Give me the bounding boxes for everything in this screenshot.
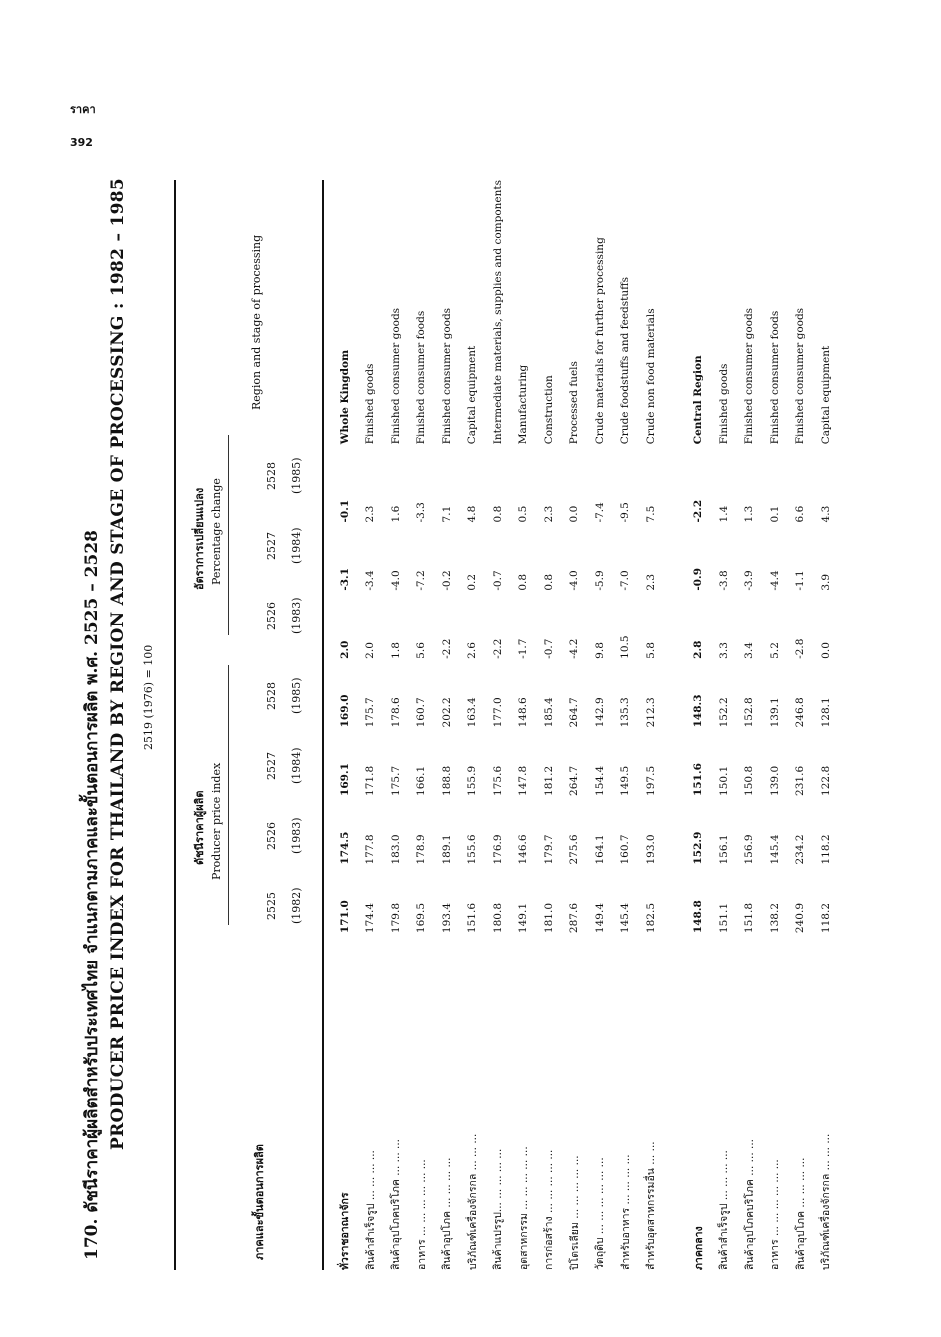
row-label-english: Finished consumer goods [440, 307, 453, 445]
pct-change-cell: 7.5 [644, 505, 657, 523]
row-label-english: Manufacturing [517, 364, 530, 445]
pct-change-cell: -7.4 [593, 502, 606, 523]
ppi-value-cell: 189.1 [440, 834, 453, 865]
pct-year-1985: 2528 [265, 462, 278, 490]
table-row [511, 180, 537, 1270]
ppi-table [332, 180, 839, 1270]
row-label-thai: สินค้าอุปโภคบริโภค ... ... ... [390, 1138, 403, 1270]
row-label-thai: สำหรับอุตสาหกรรมอื่น ... ... [645, 1141, 658, 1270]
row-label-english: Intermediate materials, supplies and components [491, 180, 504, 445]
pct-change-cell: 2.8 [692, 640, 705, 659]
ppi-value-cell: 164.1 [593, 834, 606, 865]
pct-change-cell: -0.2 [440, 570, 453, 591]
pct-change-cell: 7.1 [440, 505, 453, 523]
table-row [460, 180, 486, 1270]
table-row [562, 180, 588, 1270]
row-label-english: Capital equipment [466, 345, 479, 445]
pct-change-cell: -2.2 [440, 638, 453, 659]
ppi-value-cell: 152.9 [692, 831, 705, 865]
ppi-value-cell: 156.9 [743, 834, 756, 865]
ppi-value-cell: 151.6 [692, 763, 705, 796]
pct-change-cell: -4.4 [768, 570, 781, 591]
table-row [434, 180, 460, 1270]
table-title-english: PRODUCER PRICE INDEX FOR THAILAND BY REGION AND STAGE OF PROCESSING : 1982 – 1985 [108, 178, 128, 1150]
ppi-value-cell: 231.6 [794, 765, 807, 796]
ppi-value-cell: 150.8 [743, 765, 756, 796]
ppi-year-1982-en: (1982) [290, 887, 303, 924]
row-label-thai: ปิโตรเลียม ... ... ... ... ... [568, 1155, 581, 1270]
row-label-thai: สำหรับอาหาร ... ... ... ... [619, 1154, 632, 1270]
ppi-value-cell: 183.0 [389, 834, 402, 865]
ppi-value-cell: 169.0 [338, 694, 351, 728]
pct-change-cell: -1.1 [794, 570, 807, 591]
ppi-value-cell: 175.7 [364, 697, 377, 728]
ppi-value-cell: 147.8 [517, 765, 530, 796]
row-label-thai: สินค้าสำเร็จรูป ... ... ... ... [718, 1150, 731, 1270]
table-row [762, 180, 788, 1270]
pct-year-1983-en: (1983) [290, 597, 303, 634]
ppi-value-cell: 151.8 [743, 903, 756, 934]
ppi-value-cell: 150.1 [717, 765, 730, 796]
ppi-value-cell: 240.9 [794, 903, 807, 934]
ppi-value-cell: 212.3 [644, 697, 657, 728]
ppi-value-cell: 193.4 [440, 903, 453, 934]
pct-change-cell: 1.6 [389, 505, 402, 523]
ppi-value-cell: 156.1 [717, 834, 730, 865]
table-row [485, 180, 511, 1270]
ppi-value-cell: 193.0 [644, 834, 657, 865]
pct-change-cell: 2.3 [644, 573, 657, 591]
ppi-value-cell: 178.9 [415, 834, 428, 865]
ppi-value-cell: 175.7 [389, 765, 402, 796]
pct-change-cell: -0.1 [338, 499, 351, 523]
table-row [638, 180, 664, 1270]
ppi-value-cell: 151.6 [466, 903, 479, 934]
pct-change-cell: 3.3 [717, 642, 730, 659]
pct-change-cell: -4.0 [568, 570, 581, 591]
row-label-thai: ภาคกลาง [692, 1226, 705, 1270]
pct-change-cell: -4.0 [389, 570, 402, 591]
table-row [587, 180, 613, 1270]
pct-change-cell: 3.4 [743, 642, 756, 659]
row-label-thai: สินค้าอุปโภค ... ... ... ... [794, 1157, 807, 1270]
ppi-value-cell: 179.8 [389, 903, 402, 934]
ppi-value-cell: 275.6 [568, 834, 581, 865]
row-label-english: Finished consumer goods [743, 307, 756, 445]
pct-change-cell: 5.6 [415, 642, 428, 659]
ppi-value-cell: 128.1 [819, 697, 832, 728]
spacer-row [664, 180, 686, 1270]
ppi-value-cell: 154.4 [593, 765, 606, 796]
ppi-year-1985: 2528 [265, 682, 278, 710]
ppi-value-cell: 287.6 [568, 903, 581, 934]
pct-header-rule [228, 435, 229, 635]
row-label-thai: สินค้าแปรรูป... ... ... ... ... [492, 1148, 505, 1270]
pct-header-thai: อัตราการเปลี่ยนแปลง [193, 487, 206, 590]
table-body [332, 180, 839, 1270]
table-row [737, 180, 763, 1270]
row-label-english: Crude materials for further processing [593, 237, 606, 445]
pct-change-cell: 0.0 [568, 505, 581, 523]
row-label-english: Finished goods [717, 363, 730, 445]
row-label-thai: อาหาร ... ... ... ... ... ... [415, 1159, 428, 1270]
ppi-value-cell: 122.8 [819, 765, 832, 796]
ppi-value-cell: 160.7 [415, 697, 428, 728]
ppi-header-english: Producer price index [210, 762, 223, 880]
ppi-value-cell: 202.2 [440, 697, 453, 728]
pct-change-cell: 0.8 [517, 573, 530, 591]
table-row [711, 180, 737, 1270]
ppi-value-cell: 142.9 [593, 697, 606, 728]
table-row [613, 180, 639, 1270]
pct-year-1984: 2527 [265, 532, 278, 560]
ppi-value-cell: 179.7 [542, 834, 555, 865]
pct-change-cell: -0.9 [692, 567, 705, 591]
pct-change-cell: 5.2 [768, 642, 781, 659]
ppi-value-cell: 149.4 [593, 903, 606, 934]
ppi-value-cell: 169.1 [338, 763, 351, 796]
ppi-value-cell: 139.1 [768, 697, 781, 728]
pct-change-cell: 10.5 [619, 635, 632, 659]
ppi-value-cell: 234.2 [794, 834, 807, 865]
pct-change-cell: -4.2 [568, 638, 581, 659]
pct-change-cell: 0.8 [542, 573, 555, 591]
ppi-value-cell: 151.1 [717, 903, 730, 934]
row-label-thai: สินค้าอุปโภคบริโภค ... ... ... [743, 1138, 756, 1270]
ppi-year-1985-en: (1985) [290, 677, 303, 714]
pct-change-cell: -9.5 [619, 502, 632, 523]
pct-change-cell: 9.8 [593, 642, 606, 659]
ppi-value-cell: 148.8 [692, 900, 705, 934]
ppi-year-1982: 2525 [265, 892, 278, 920]
pct-change-cell: 1.4 [717, 505, 730, 523]
table-row [536, 180, 562, 1270]
pct-change-cell: 2.0 [338, 640, 351, 659]
ppi-value-cell: 176.9 [491, 834, 504, 865]
ppi-value-cell: 139.0 [768, 765, 781, 796]
ppi-value-cell: 181.0 [542, 903, 555, 934]
table-row [409, 180, 435, 1270]
row-label-english: Finished consumer foods [415, 310, 428, 445]
pct-change-cell: 0.5 [517, 505, 530, 523]
pct-change-cell: -5.9 [593, 570, 606, 591]
pct-change-cell: 0.0 [819, 642, 832, 659]
page-number: 392 [70, 136, 93, 149]
table-row [686, 180, 712, 1270]
pct-change-cell: -2.2 [491, 638, 504, 659]
row-label-english: Crude non food materials [644, 308, 657, 445]
row-label-english: Finished consumer goods [389, 307, 402, 445]
row-label-english: Finished consumer foods [768, 310, 781, 445]
pct-change-cell: -2.2 [692, 499, 705, 523]
row-label-thai: อาหาร ... ... ... ... ... ... [769, 1159, 782, 1270]
ppi-value-cell: 177.0 [491, 697, 504, 728]
ppi-year-1984: 2527 [265, 752, 278, 780]
table-row [332, 180, 358, 1270]
pct-change-cell: 0.8 [491, 505, 504, 523]
pct-change-cell: -0.7 [542, 638, 555, 659]
column-header-thai: ภาคและขั้นตอนการผลิต [253, 1144, 266, 1260]
ppi-value-cell: 174.5 [338, 831, 351, 865]
pct-change-cell: -7.2 [415, 570, 428, 591]
pct-change-cell: -3.9 [743, 570, 756, 591]
pct-change-cell: 5.8 [644, 642, 657, 659]
ppi-year-1983-en: (1983) [290, 817, 303, 854]
row-label-english: Central Region [692, 355, 705, 445]
row-label-thai: สินค้าสำเร็จรูป ... ... ... ... [364, 1150, 377, 1270]
pct-change-cell: 3.9 [819, 573, 832, 591]
ppi-value-cell: 264.7 [568, 765, 581, 796]
pct-change-cell: -2.8 [794, 638, 807, 659]
row-label-thai: ทั่วราชอาณาจักร [339, 1192, 352, 1270]
row-label-thai: การก่อสร้าง ... ... ... ... ... [543, 1149, 556, 1270]
ppi-value-cell: 188.8 [440, 765, 453, 796]
table-row [383, 180, 409, 1270]
ppi-value-cell: 148.3 [692, 694, 705, 728]
pct-year-1985-en: (1985) [290, 457, 303, 494]
ppi-header-thai: ดัชนีราคาผู้ผลิต [193, 790, 206, 865]
ppi-value-cell: 148.6 [517, 697, 530, 728]
pct-year-1983: 2526 [265, 602, 278, 630]
row-label-thai: สินค้าอุปโภค ... ... ... ... [441, 1157, 454, 1270]
ppi-value-cell: 185.4 [542, 697, 555, 728]
row-label-english: Finished goods [364, 363, 377, 445]
pct-change-cell: -3.4 [364, 570, 377, 591]
pct-change-cell: 2.0 [364, 642, 377, 659]
table-row [358, 180, 384, 1270]
pct-year-1984-en: (1984) [290, 527, 303, 564]
ppi-value-cell: 264.7 [568, 697, 581, 728]
ppi-value-cell: 155.9 [466, 765, 479, 796]
pct-change-cell: -0.7 [491, 570, 504, 591]
column-header-english: Region and stage of processing [250, 234, 263, 410]
pct-change-cell: 2.3 [364, 505, 377, 523]
row-label-english: Crude foodstuffs and feedstuffs [619, 277, 632, 445]
ppi-value-cell: 171.0 [338, 900, 351, 934]
ppi-value-cell: 178.6 [389, 697, 402, 728]
ppi-value-cell: 155.6 [466, 834, 479, 865]
ppi-value-cell: 146.6 [517, 834, 530, 865]
spacer-cell [664, 180, 686, 1270]
ppi-value-cell: 171.8 [364, 765, 377, 796]
pct-change-cell: 1.8 [389, 642, 402, 659]
ppi-value-cell: 118.2 [819, 834, 832, 865]
pct-change-cell: 6.6 [794, 505, 807, 523]
row-label-thai: บริภัณฑ์เครื่องจักรกล ... ... ... [820, 1133, 833, 1270]
ppi-value-cell: 138.2 [768, 903, 781, 934]
top-rule [174, 180, 176, 1270]
row-label-english: Capital equipment [819, 345, 832, 445]
ppi-year-1983: 2526 [265, 822, 278, 850]
pct-change-cell: -3.3 [415, 502, 428, 523]
pct-change-cell: -3.1 [338, 567, 351, 591]
ppi-value-cell: 163.4 [466, 697, 479, 728]
ppi-value-cell: 246.8 [794, 697, 807, 728]
ppi-value-cell: 145.4 [768, 834, 781, 865]
ppi-year-1984-en: (1984) [290, 747, 303, 784]
pct-header-english: Percentage change [210, 478, 223, 585]
ppi-value-cell: 166.1 [415, 765, 428, 796]
row-label-english: Construction [542, 375, 555, 445]
row-label-english: Whole Kingdom [338, 349, 351, 445]
ppi-value-cell: 181.2 [542, 765, 555, 796]
ppi-value-cell: 197.5 [644, 765, 657, 796]
ppi-value-cell: 174.4 [364, 903, 377, 934]
table-row [813, 180, 839, 1270]
header-bottom-rule [322, 180, 324, 1270]
ppi-value-cell: 160.7 [619, 834, 632, 865]
ppi-value-cell: 152.8 [743, 697, 756, 728]
row-label-thai: บริภัณฑ์เครื่องจักรกล ... ... ... [466, 1133, 479, 1270]
ppi-value-cell: 177.8 [364, 834, 377, 865]
ppi-value-cell: 149.5 [619, 765, 632, 796]
pct-change-cell: -7.0 [619, 570, 632, 591]
ppi-value-cell: 118.2 [819, 903, 832, 934]
ppi-value-cell: 149.1 [517, 903, 530, 934]
table-title-thai: 170. ดัชนีราคาผู้ผลิตสำหรับประเทศไทย จำแนกตามภาคและขั้นตอนการผลิต พ.ศ. 2525 – 2528 [82, 530, 102, 1260]
ppi-header-rule [228, 665, 229, 925]
pct-change-cell: -1.7 [517, 638, 530, 659]
pct-change-cell: 1.3 [743, 505, 756, 523]
table-row [788, 180, 814, 1270]
pct-change-cell: 0.1 [768, 505, 781, 523]
ppi-value-cell: 169.5 [415, 903, 428, 934]
ppi-value-cell: 135.3 [619, 697, 632, 728]
rotated-page [50, 180, 890, 1290]
row-label-thai: อุตสาหกรรม ... ... ... ... ... [517, 1146, 530, 1270]
ppi-value-cell: 145.4 [619, 903, 632, 934]
pct-change-cell: 4.8 [466, 505, 479, 523]
pct-change-cell: 2.3 [542, 505, 555, 523]
ppi-value-cell: 175.6 [491, 765, 504, 796]
pct-change-cell: -3.8 [717, 570, 730, 591]
ppi-value-cell: 180.8 [491, 903, 504, 934]
pct-change-cell: 4.3 [819, 505, 832, 523]
pct-change-cell: 0.2 [466, 573, 479, 591]
row-label-english: Processed fuels [568, 361, 581, 445]
row-label-english: Finished consumer goods [794, 307, 807, 445]
row-label-thai: วัตถุดิบ ... ... ... ... ... ... [594, 1157, 607, 1270]
pct-change-cell: 2.6 [466, 642, 479, 659]
base-year-note: 2519 (1976) = 100 [142, 644, 155, 750]
ppi-value-cell: 152.2 [717, 697, 730, 728]
page-section-label: ราคา [70, 103, 96, 116]
ppi-value-cell: 182.5 [644, 903, 657, 934]
